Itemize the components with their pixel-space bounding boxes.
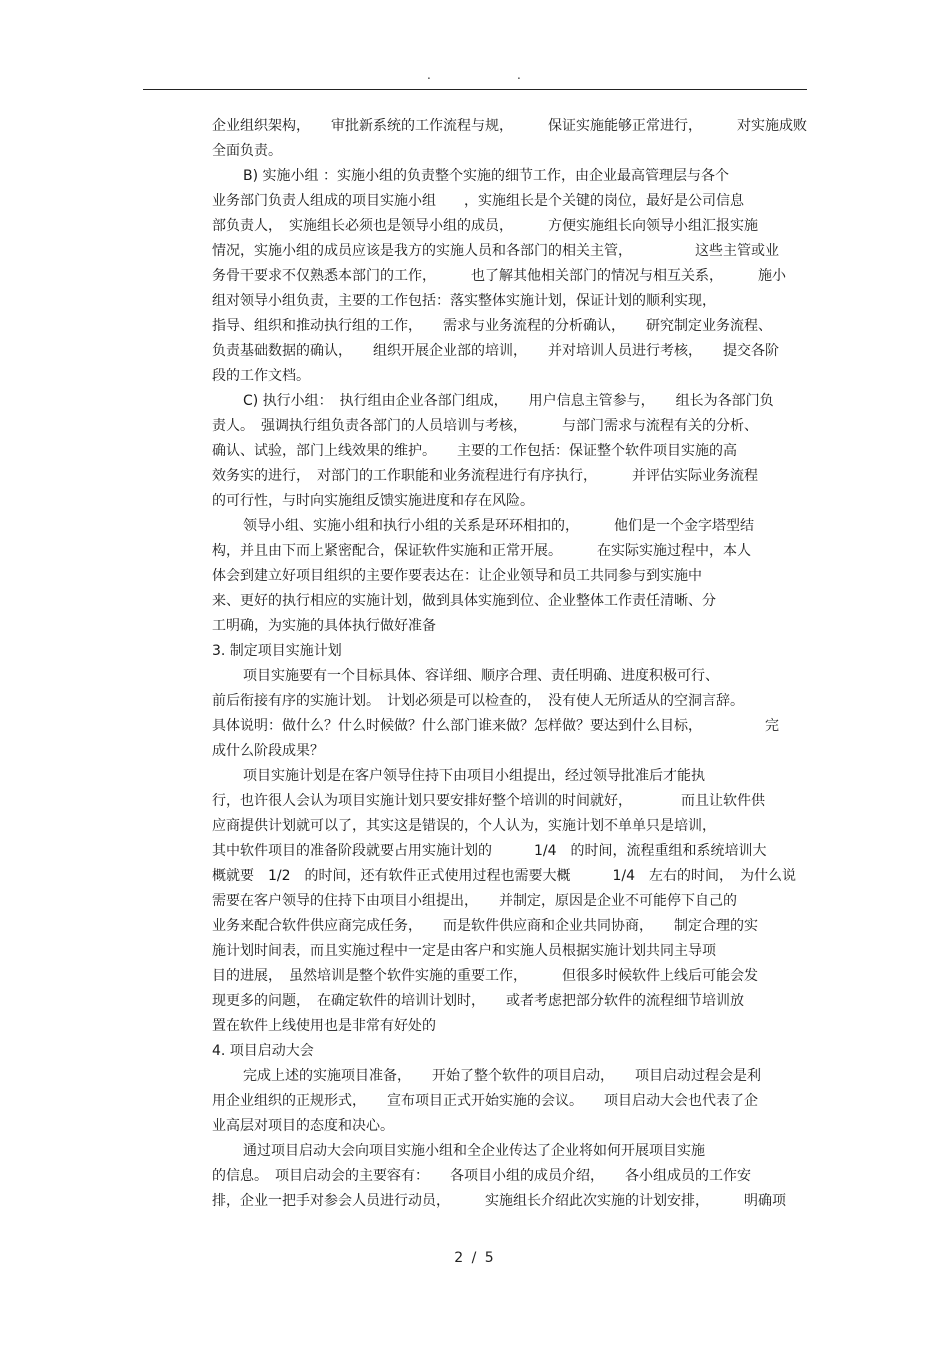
text-line: 领导小组、实施小组和执行小组的关系是环环相扣的， 他们是一个金字塔型结 — [243, 518, 754, 534]
text-line: 情况，实施小组的成员应该是我方的实施人员和各部门的相关主管， 这些主管或业 — [212, 243, 779, 259]
text-line: 项目实施计划是在客户领导住持下由项目小组提出，经过领导批准后才能执 — [243, 768, 705, 784]
text-line: 通过项目启动大会向项目实施小组和全企业传达了企业将如何开展项目实施 — [243, 1143, 705, 1159]
text-line: B) 实施小组 ：实施小组的负责整个实施的细节工作，由企业最高管理层与各个 — [243, 168, 729, 184]
text-line: 务骨干要求不仅熟悉本部门的工作， 也了解其他相关部门的情况与相互关系， 施小 — [212, 268, 786, 284]
text-line: 置在软件上线使用也是非常有好处的 — [212, 1018, 436, 1034]
text-line: 效务实的进行， 对部门的工作职能和业务流程进行有序执行， 并评估实际业务流程 — [212, 468, 758, 484]
page-indicator: 2 / 5 — [454, 1250, 496, 1266]
section-heading: 4. 项目启动大会 — [212, 1043, 314, 1059]
text-line: C) 执行小组： 执行组由企业各部门组成， 用户信息主管参与， 组长为各部门负 — [243, 393, 774, 409]
text-line: 确认、试验，部门上线效果的维护。 主要的工作包括：保证整个软件项目实施的高 — [212, 443, 737, 459]
text-line: 的信息。 项目启动会的主要容有： 各项目小组的成员介绍， 各小组成员的工作安 — [212, 1168, 751, 1184]
text-line: 目的进展， 虽然培训是整个软件实施的重要工作， 但很多时候软件上线后可能会发 — [212, 968, 758, 984]
text-line: 需要在客户领导的住持下由项目小组提出， 并制定，原因是企业不可能停下自己的 — [212, 893, 737, 909]
text-line: 现更多的问题， 在确定软件的培训计划时， 或者考虑把部分软件的流程细节培训放 — [212, 993, 744, 1009]
text-line: 段的工作文档。 — [212, 368, 310, 384]
text-line: 构，并且由下而上紧密配合，保证软件实施和正常开展。 在实际实施过程中，本人 — [212, 543, 751, 559]
header-dot-left: . — [427, 68, 431, 82]
section-heading: 3. 制定项目实施计划 — [212, 643, 342, 659]
text-line: 业高层对项目的态度和决心。 — [212, 1118, 394, 1134]
text-line: 部负责人， 实施组长必须也是领导小组的成员， 方便实施组长向领导小组汇报实施 — [212, 218, 758, 234]
text-line: 行，也许很人会认为项目实施计划只要安排好整个培训的时间就好， 而且让软件供 — [212, 793, 765, 809]
text-line: 排，企业一把手对参会人员进行动员， 实施组长介绍此次实施的计划安排， 明确项 — [212, 1193, 786, 1209]
text-line: 负责基础数据的确认， 组织开展企业部的培训， 并对培训人员进行考核， 提交各阶 — [212, 343, 779, 359]
text-line: 施计划时间表，而且实施过程中一定是由客户和实施人员根据实施计划共同主导项 — [212, 943, 716, 959]
text-line: 前后衔接有序的实施计划。 计划必须是可以检查的， 没有使人无所适从的空洞言辞。 — [212, 693, 744, 709]
text-line: 应商提供计划就可以了，其实这是错误的，个人认为，实施计划不单单只是培训， — [212, 818, 716, 834]
text-line: 业务来配合软件供应商完成任务， 而是软件供应商和企业共同协商， 制定合理的实 — [212, 918, 758, 934]
text-line: 完成上述的实施项目准备， 开始了整个软件的项目启动， 项目启动过程会是利 — [243, 1068, 761, 1084]
text-line: 用企业组织的正规形式， 宣布项目正式开始实施的会议。 项目启动大会也代表了企 — [212, 1093, 758, 1109]
header-dots — [0, 68, 950, 84]
text-line: 指导、组织和推动执行组的工作， 需求与业务流程的分析确认， 研究制定业务流程、 — [212, 318, 772, 334]
text-line: 其中软件项目的准备阶段就要占用实施计划的 1/4 的时间，流程重组和系统培训大 — [212, 843, 767, 859]
text-line: 全面负责。 — [212, 143, 282, 159]
text-line: 业务部门负责人组成的项目实施小组 ，实施组长是个关键的岗位，最好是公司信息 — [212, 193, 744, 209]
text-line: 责人。 强调执行组负责各部门的人员培训与考核， 与部门需求与流程有关的分析、 — [212, 418, 758, 434]
text-line: 成什么阶段成果？ — [212, 743, 324, 759]
text-line: 企业组织架构， 审批新系统的工作流程与规， 保证实施能够正常进行， 对实施成败 — [212, 118, 807, 134]
text-line: 具体说明：做什么？什么时候做？什么部门谁来做？怎样做？要达到什么目标， 完 — [212, 718, 779, 734]
text-line: 的可行性，与时向实施组反馈实施进度和存在风险。 — [212, 493, 534, 509]
header-dot-right: . — [517, 68, 521, 82]
text-line: 组对领导小组负责，主要的工作包括：落实整体实施计划，保证计划的顺利实现， — [212, 293, 716, 309]
text-line: 项目实施要有一个目标具体、容详细、顺序合理、责任明确、进度积极可行、 — [243, 668, 719, 684]
text-line: 来、更好的执行相应的实施计划，做到具体实施到位、企业整体工作责任清晰、分 — [212, 593, 716, 609]
text-line: 概就要 1/2 的时间，还有软件正式使用过程也需要大概 1/4 左右的时间， 为什么说 — [212, 868, 797, 884]
header-rule — [143, 89, 807, 90]
text-line: 体会到建立好项目组织的主要作要表达在：让企业领导和员工共同参与到实施中 — [212, 568, 702, 584]
text-line: 工明确，为实施的具体执行做好准备 — [212, 618, 436, 634]
